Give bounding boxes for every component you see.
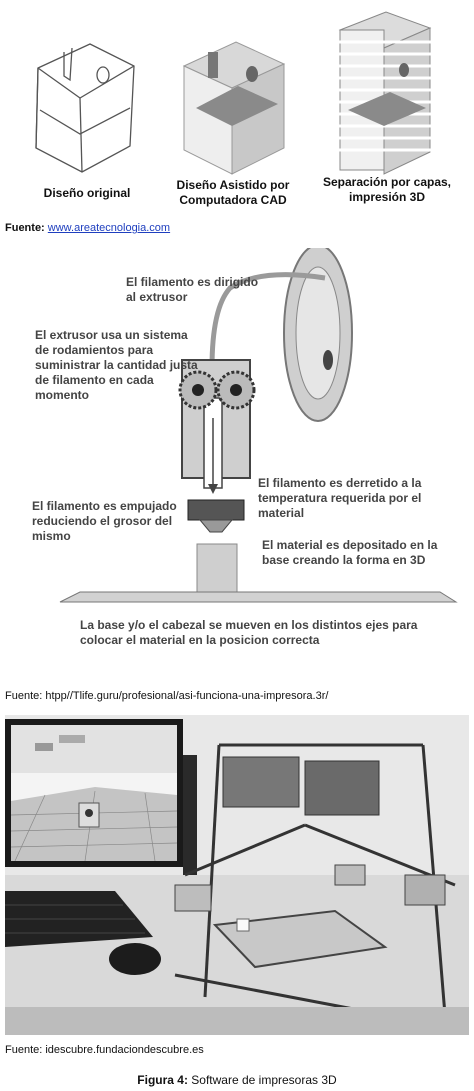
extruder-diagram [0, 248, 474, 628]
label-extruder: El extrusor usa un sistema de rodamientos para suministrar la cantidad justa de filamento en cada momento [35, 328, 198, 402]
figure-caption-text: Software de impresoras 3D [191, 1073, 337, 1087]
heater-block [188, 500, 244, 520]
layered-cube-drawing [330, 10, 440, 178]
figure-caption [0, 1073, 474, 1087]
label-base: La base y/o el cabezal se mueven en los distintos ejes para colocar el material en la posicion correcta [80, 618, 418, 647]
printer-photo [5, 715, 469, 1035]
figure-caption-label: Figura 4: [137, 1073, 188, 1087]
sketch-cube-drawing [30, 38, 140, 178]
label-deposited: El material es depositado en la base creando la forma en 3D [262, 538, 438, 567]
caption-cad: Diseño Asistido por Computadora CAD [176, 178, 290, 207]
label-melted: El filamento es derretido a la temperatura requerida por el material [258, 476, 422, 520]
source-line-2: Fuente: htpp//Tlife.guru/profesional/asi-funciona-una-impresora.3r/ [5, 690, 329, 702]
source-line-3: Fuente: idescubre.fundaciondescubre.es [5, 1044, 204, 1056]
monitor [5, 719, 197, 875]
cad-cube-drawing [178, 38, 290, 178]
build-plate [60, 592, 456, 602]
mouse [109, 943, 161, 975]
printed-object [197, 544, 237, 592]
label-pushed: El filamento es empujado reduciendo el grosor del mismo [32, 499, 177, 543]
source-label: Fuente: [5, 222, 45, 234]
caption-original: Diseño original [43, 186, 131, 200]
source-link[interactable]: www.areatecnologia.com [47, 222, 171, 234]
source-line-1 [5, 222, 170, 234]
label-directed: El filamento es dirigido al extrusor [126, 275, 259, 304]
caption-layers: Separación por capas, impresión 3D [322, 175, 452, 204]
